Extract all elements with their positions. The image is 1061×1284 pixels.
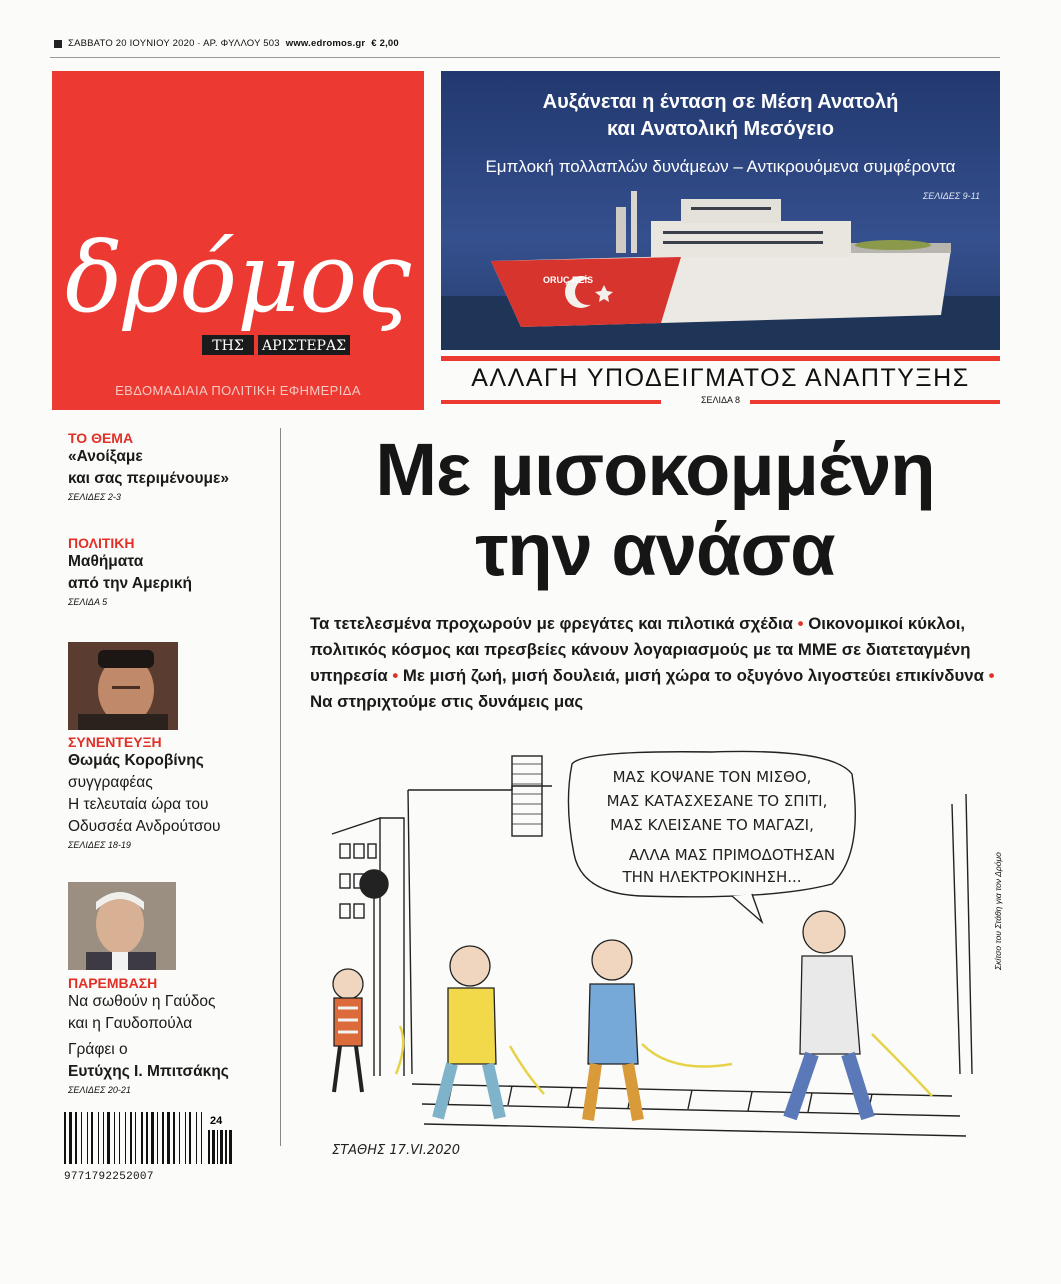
feature-headline-line1: Αυξάνεται η ένταση σε Μέση Ανατολή: [542, 91, 899, 113]
main-headline-line1: Με μισοκομμένη: [375, 428, 935, 511]
band-pages: ΣΕΛΙΔΑ 8: [700, 395, 741, 405]
newspaper-logo: [52, 71, 424, 410]
deck-item-2: Οικονομικοί κύκλοι, πολιτικός κόσμος και πρεσβείες κάνουν λογαριασμούς με τα ΜΜΕ σε διατεταγμένη υπηρεσία: [310, 614, 971, 685]
sidebar-item-interview[interactable]: [68, 734, 221, 850]
issue-info-bar: [54, 38, 399, 49]
interview-pages: ΣΕΛΙΔΕΣ 18-19: [68, 840, 131, 850]
feature-pages: ΣΕΛΙΔΕΣ 9-11: [922, 191, 980, 201]
feature-headline: [441, 89, 1000, 143]
theme-kicker: ΤΟ ΘΕΜΑ: [68, 430, 134, 446]
interview-line1: Η τελευταία ώρα του: [68, 796, 209, 813]
politics-line1: Μαθήματα: [68, 553, 144, 570]
theme-pages: ΣΕΛΙΔΕΣ 2-3: [68, 492, 121, 502]
deck-bullet-icon: •: [797, 614, 809, 633]
barcode-issue: 24: [210, 1115, 223, 1127]
interview-name: Θωμάς Κοροβίνης: [68, 752, 204, 769]
interviewee-photo: [68, 642, 178, 730]
band-page-line: [441, 395, 1000, 409]
cartoon-drawing: [312, 744, 1012, 1169]
opinion-line2: και η Γαυδοπούλα: [68, 1015, 193, 1032]
top-divider: [50, 57, 1000, 58]
theme-line2: και σας περιμένουμε»: [68, 470, 229, 487]
masthead[interactable]: [52, 71, 424, 410]
deck-item-3: Με μισή ζωή, μισή δουλειά, μισή χώρα το οξυγόνο λιγοστεύει επικίνδυνα: [402, 666, 984, 685]
sidebar-item-theme[interactable]: [68, 430, 229, 502]
politics-pages: ΣΕΛΙΔΑ 5: [68, 597, 108, 607]
main-headline-line2: την ανάσα: [475, 508, 835, 591]
cartoon-credit: Σκίτσο του Στάθη για τον Δρόμο: [993, 852, 1003, 970]
deck-item-4: Να στηριχτούμε στις δυνάμεις μας: [310, 692, 584, 711]
deck-bullet-icon: •: [988, 666, 995, 685]
interview-kicker: ΣΥΝΕΝΤΕΥΞΗ: [68, 734, 162, 750]
speech-line-3: ΜΑΣ ΚΛΕΙΣΑΝΕ ΤΟ ΜΑΓΑΖΙ,: [610, 816, 814, 834]
barcode-number: 9771792252007: [64, 1171, 154, 1183]
opinion-pages: ΣΕΛΙΔΕΣ 20-21: [68, 1085, 131, 1095]
ship-name: ORUÇ REİS: [543, 275, 594, 285]
interview-role: συγγραφέας: [68, 774, 153, 791]
feature-subhead: Εμπλοκή πολλαπλών δυνάμεων – Αντικρουόμενα συμφέροντα: [485, 157, 956, 176]
issue-price: € 2,00: [371, 38, 399, 49]
opinion-kicker: ΠΑΡΕΜΒΑΣΗ: [68, 975, 158, 991]
main-headline[interactable]: [290, 430, 1020, 590]
cartoon-signature: ΣΤΑΘΗΣ 17.VI.2020: [332, 1143, 461, 1158]
politics-line2: από την Αμερική: [68, 575, 192, 592]
author-photo: [68, 882, 176, 970]
editorial-cartoon[interactable]: [312, 744, 1012, 1169]
politics-kicker: ΠΟΛΙΤΙΚΗ: [68, 535, 135, 551]
barcode: [64, 1112, 236, 1183]
bullet-square-icon: [54, 40, 62, 48]
feature-headline-line2: και Ανατολική Μεσόγειο: [607, 118, 834, 140]
logo-wordmark: δρόμος: [65, 222, 411, 334]
band-title: ΑΛΛΑΓΗ ΥΠΟΔΕΙΓΜΑΤΟΣ ΑΝΑΠΤΥΞΗΣ: [471, 364, 970, 392]
interview-line2: Οδυσσέα Ανδρούτσου: [68, 818, 221, 835]
issue-date: ΣΑΒΒΑΤΟ 20 ΙΟΥΝΙΟΥ 2020 · ΑΡ. ΦΥΛΛΟΥ 503: [68, 38, 280, 49]
logo-sub-left: ΤΗΣ: [212, 338, 244, 354]
site-url[interactable]: www.edromos.gr: [285, 38, 366, 49]
development-band[interactable]: [441, 356, 1000, 409]
speech-line-5: ΤΗΝ ΗΛΕΚΤΡΟΚΙΝΗΣΗ...: [622, 868, 802, 886]
speech-line-1: ΜΑΣ ΚΟΨΑΝΕ ΤΟΝ ΜΙΣΘΟ,: [612, 768, 812, 786]
barcode-bars: [64, 1112, 236, 1164]
deck-item-1: Τα τετελεσμένα προχωρούν με φρεγάτες και πιλοτικά σχέδια: [310, 614, 793, 633]
masthead-tagline: ΕΒΔΟΜΑΔΙΑΙΑ ΠΟΛΙΤΙΚΗ ΕΦΗΜΕΡΙΔΑ: [115, 383, 361, 398]
sidebar-item-opinion[interactable]: [68, 975, 229, 1095]
feature-photo-box[interactable]: [441, 71, 1000, 350]
band-rule-right: [750, 400, 1000, 404]
speech-line-2: ΜΑΣ ΚΑΤΑΣΧΕΣΑΝΕ ΤΟ ΣΠΙΤΙ,: [606, 792, 828, 810]
speech-line-4: ΑΛΛΑ ΜΑΣ ΠΡΙΜΟΔΟΤΗΣΑΝ: [628, 846, 836, 864]
sidebar-item-politics[interactable]: [68, 535, 192, 607]
theme-line1: «Ανοίξαμε: [68, 448, 143, 465]
opinion-line3: Γράφει ο: [68, 1041, 128, 1058]
deck-bullet-icon: •: [392, 666, 403, 685]
main-deck: [310, 611, 1000, 715]
sidebar-divider: [280, 428, 281, 1146]
opinion-line4: Ευτύχης Ι. Μπιτσάκης: [68, 1063, 229, 1080]
opinion-line1: Να σωθούν η Γαύδος: [68, 993, 216, 1010]
logo-sub-right: ΑΡΙΣΤΕΡΑΣ: [262, 338, 346, 354]
